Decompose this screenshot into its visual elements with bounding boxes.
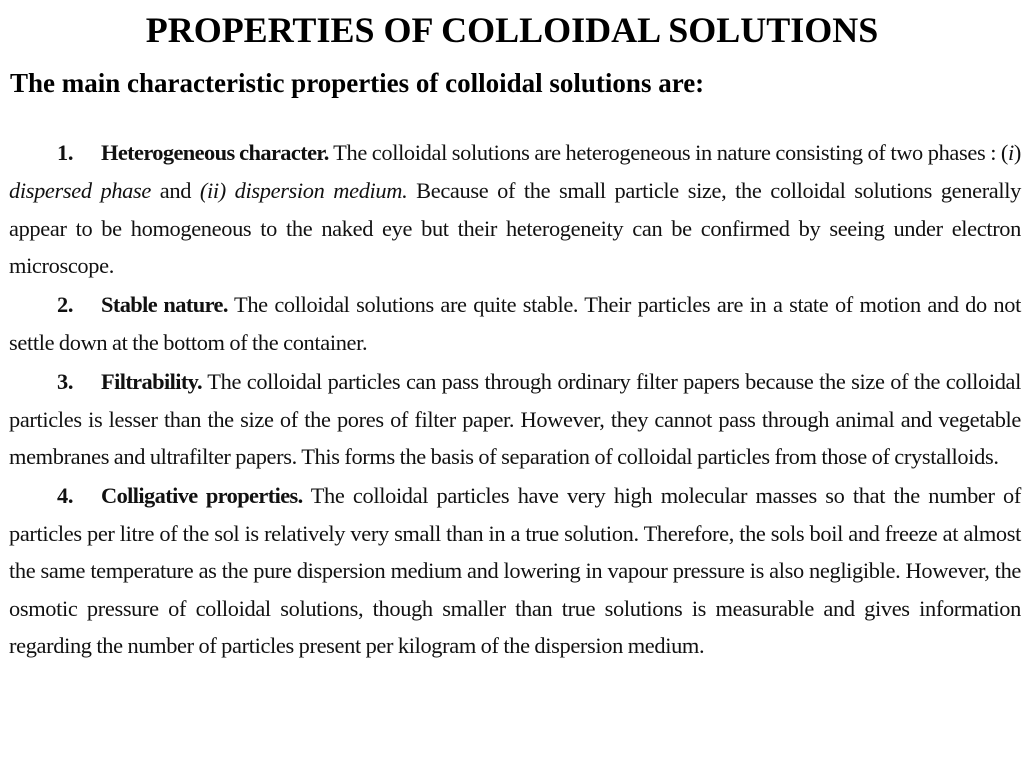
item-number: 4. bbox=[57, 483, 74, 509]
item-text: and bbox=[150, 177, 200, 203]
item-heading: Filtrability. bbox=[101, 368, 203, 394]
slide-title: PROPERTIES OF COLLOIDAL SOLUTIONS bbox=[145, 10, 879, 50]
item-number: 3. bbox=[57, 368, 74, 394]
property-item-heterogeneous bbox=[9, 134, 1021, 285]
item-heading: Heterogeneous character. bbox=[101, 140, 329, 165]
property-item-colligative bbox=[9, 477, 1021, 665]
item-text: The colloidal solutions are quite stable. Their particles are in a state of motion and do not settle down at the bottom of the container. bbox=[9, 292, 1021, 355]
item-text-roman: i bbox=[1008, 140, 1014, 165]
item-number: 2. bbox=[57, 292, 74, 318]
item-text: The colloidal particles can pass through ordinary filter papers because the size of the colloidal particles is lesser than the size of the pores of filter paper. However, they cannot pass through animal and vegetable membranes and ultrafilter papers. This forms the basis of separation of colloidal particles from those of crystalloids. bbox=[9, 368, 1021, 470]
scanned-text-block bbox=[9, 134, 1021, 666]
property-item-stable bbox=[9, 286, 1021, 362]
property-item-filtrability bbox=[9, 363, 1021, 476]
item-heading: Colligative properties. bbox=[101, 483, 303, 509]
item-text-dispersed-phase: dispersed phase bbox=[9, 177, 151, 203]
item-text: Because of the small particle size, the colloidal solutions generally appear to be homogeneous to the naked eye but their heterogeneity can be confirmed by seeing under electron microscope. bbox=[9, 177, 1021, 279]
item-text: The colloidal particles have very high molecular masses so that the number of particles per litre of the sol is relatively very small than in a true solution. Therefore, the sols boil and freeze at almost the same temperature as the pure dispersion medium and lowering in vapour pressure is also negligible. However, the osmotic pressure of colloidal solutions, though smaller than true solutions is measurable and gives information regarding the number of particles present per kilogram of the dispersion medium. bbox=[9, 483, 1021, 659]
item-text: The colloidal solutions are heterogeneous in nature consisting of two phases : ( bbox=[328, 140, 1009, 165]
item-text-dispersion-medium: (ii) dispersion medium. bbox=[199, 177, 408, 203]
item-text: ) bbox=[1013, 140, 1022, 165]
item-number: 1. bbox=[57, 140, 74, 165]
item-heading: Stable nature. bbox=[101, 292, 228, 318]
intro-text: The main characteristic properties of colloidal solutions are: bbox=[10, 68, 705, 98]
